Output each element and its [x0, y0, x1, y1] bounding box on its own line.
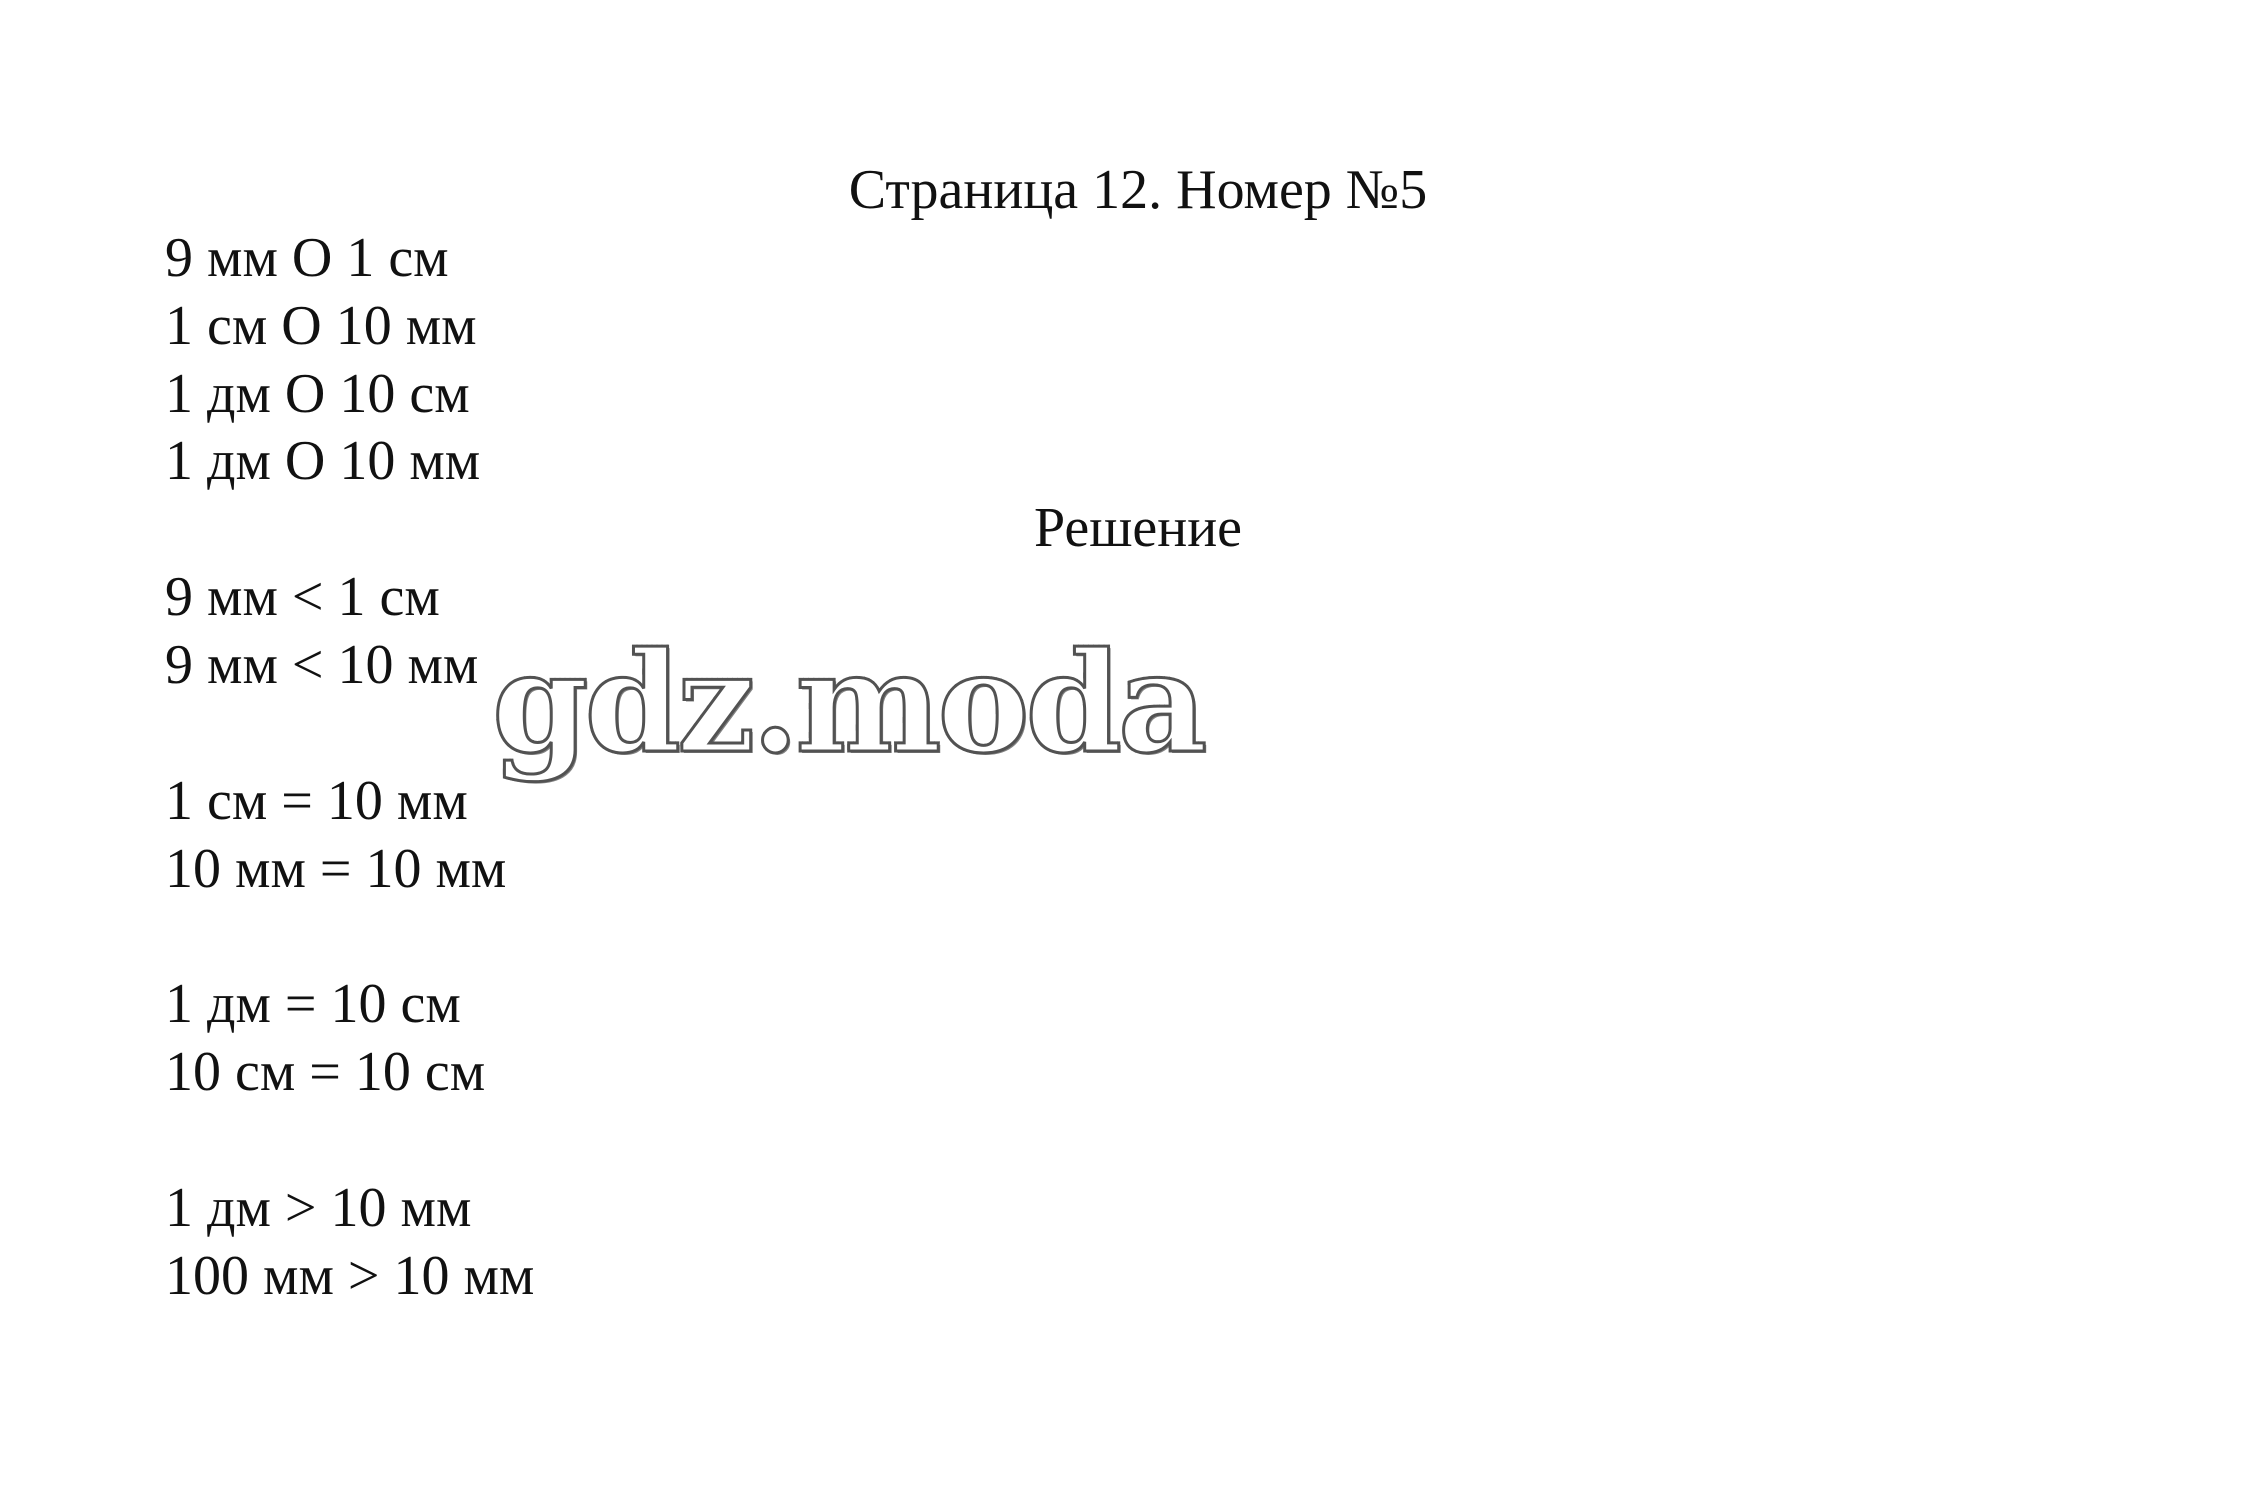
task-line: 1 дм O 10 см [165, 363, 470, 425]
solution-line: 10 см = 10 см [165, 1041, 486, 1103]
solution-line: 9 мм < 10 мм [165, 634, 479, 696]
solution-line: 1 дм = 10 см [165, 973, 461, 1035]
page-title: Страница 12. Номер №5 [848, 159, 1428, 221]
task-line: 9 мм O 1 см [165, 227, 449, 289]
solution-heading: Решение [1033, 497, 1243, 559]
watermark-logo: gdz.moda [492, 621, 1204, 784]
solution-line: 100 мм > 10 мм [165, 1245, 535, 1307]
task-line: 1 см O 10 мм [165, 295, 477, 357]
solution-line: 9 мм < 1 см [165, 566, 440, 628]
solution-line: 10 мм = 10 мм [165, 838, 507, 900]
solution-line: 1 дм > 10 мм [165, 1177, 472, 1239]
task-line: 1 дм O 10 мм [165, 430, 481, 492]
solution-line: 1 см = 10 мм [165, 770, 468, 832]
